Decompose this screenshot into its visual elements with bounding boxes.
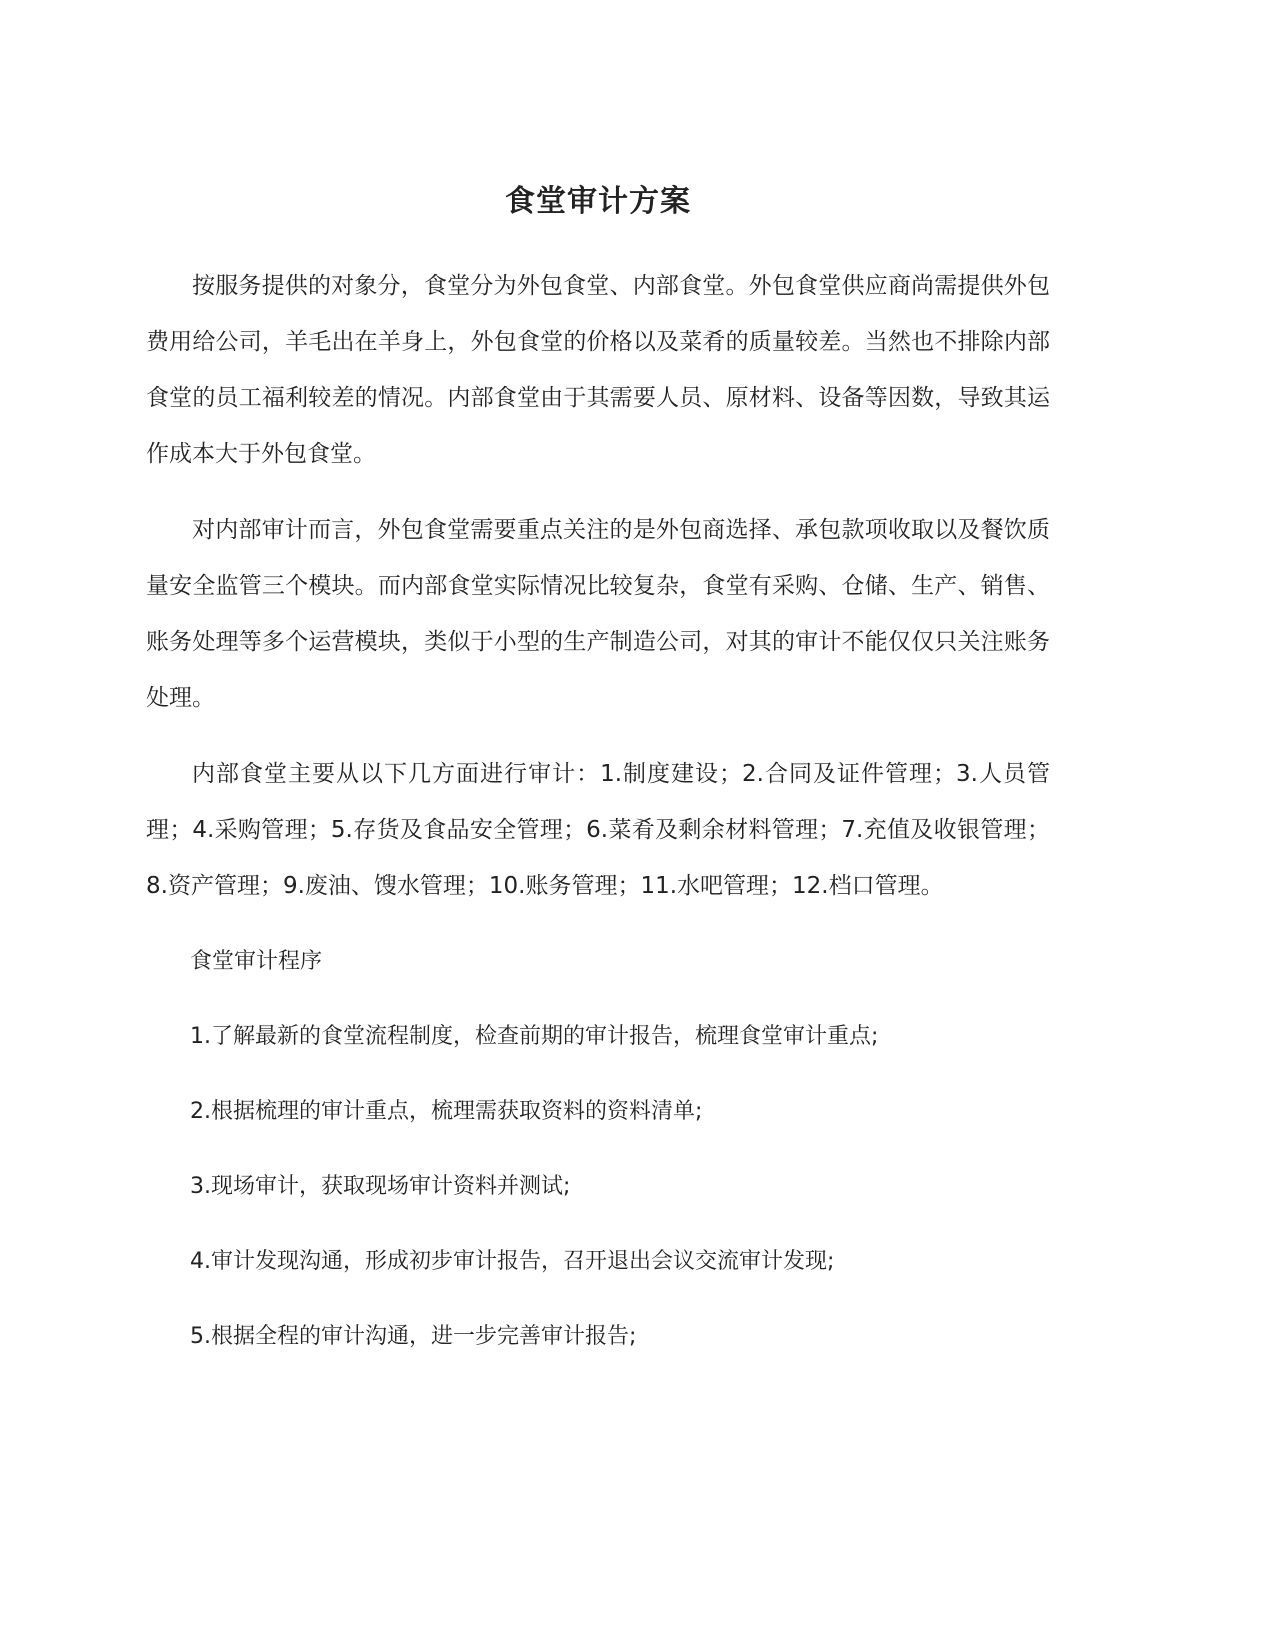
procedure-step: 2.根据梳理的审计重点，梳理需获取资料的资料清单; — [190, 1099, 703, 1124]
procedure-step: 5.根据全程的审计沟通，进一步完善审计报告; — [190, 1324, 637, 1349]
paragraph-canteen-types: 按服务提供的对象分，食堂分为外包食堂、内部食堂。外包食堂供应商尚需提供外包费用给公司，羊毛出在羊身上，外包食堂的价格以及菜肴的质量较差。当然也不排除内部食堂的员工福利较差的情况。内部食堂由于其需要人员、原材料、设备等因数，导致其运作成本大于外包食堂。 — [146, 273, 1050, 467]
document-page — [146, 178, 1050, 1384]
procedure-heading: 食堂审计程序 — [190, 949, 323, 974]
document-title: 食堂审计方案 — [505, 184, 691, 219]
procedure-step: 4.审计发现沟通，形成初步审计报告，召开退出会议交流审计发现; — [190, 1249, 835, 1274]
procedure-step: 1.了解最新的食堂流程制度，检查前期的审计报告，梳理食堂审计重点; — [190, 1024, 879, 1049]
paragraph-audit-focus: 对内部审计而言，外包食堂需要重点关注的是外包商选择、承包款项收取以及餐饮质量安全监管三个模块。而内部食堂实际情况比较复杂，食堂有采购、仓储、生产、销售、账务处理等多个运营模块，类似于小型的生产制造公司，对其的审计不能仅仅只关注账务处理。 — [146, 517, 1050, 711]
procedure-step: 3.现场审计，获取现场审计资料并测试; — [190, 1174, 571, 1199]
paragraph-audit-areas: 内部食堂主要从以下几方面进行审计：1.制度建设；2.合同及证件管理；3.人员管理；4.采购管理；5.存货及食品安全管理；6.菜肴及剩余材料管理；7.充值及收银管理；8.资产管理；9.废油、馊水管理；10.账务管理；11.水吧管理；12.档口管理。 — [146, 761, 1050, 899]
